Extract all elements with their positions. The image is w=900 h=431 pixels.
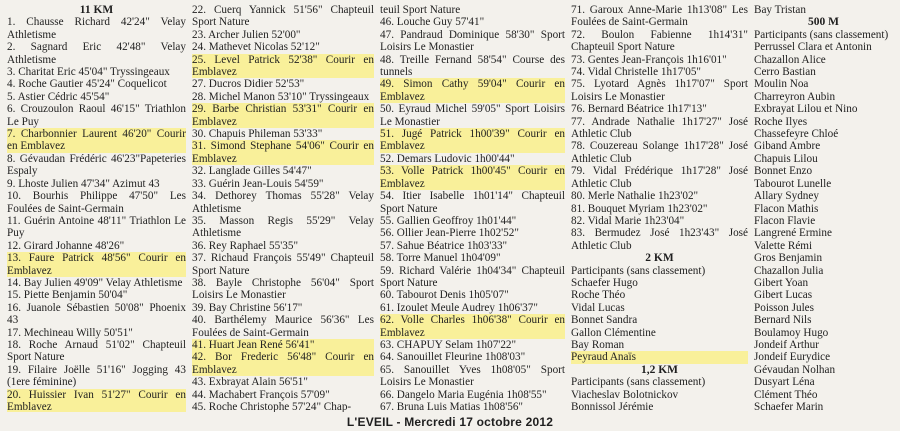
result-entry: teuil Sport Nature (380, 4, 461, 16)
result-entry: 13. Faure Patrick 48'56" Courir en Emblavez (7, 252, 186, 277)
result-entry: 23. Archer Julien 52'00" (192, 28, 301, 41)
result-entry: Langrené Ermine (754, 227, 832, 240)
result-entry: Bonnissol Jérémie (571, 401, 654, 412)
result-entry: 39. Bay Christine 56'17" (192, 301, 303, 314)
result-entry: Participants (sans classement) (571, 264, 706, 277)
result-entry: 65. Sanouillet Yves 1h08'05" Sport Loisirs Le Monastier (380, 363, 565, 389)
result-entry: Schaefer Hugo (571, 276, 638, 289)
result-entry: 11. Guérin Antoine 48'11" Triathlon Le Puy (7, 214, 186, 240)
result-entry: 18. Roche Arnaud 51'02" Chapteuil Sport Nature (7, 338, 186, 364)
result-entry: 29. Barbe Christian 53'31" Courir en Emblavez (192, 103, 374, 128)
result-entry: 45. Roche Christophe 57'24" Chap- (192, 401, 352, 412)
newspaper-footer: L'EVEIL - Mercredi 17 octobre 2012 (346, 415, 554, 429)
result-entry: Chazallon Julia (754, 264, 824, 277)
result-entry: 3. Charitat Eric 45'04" Tryssingeaux (7, 66, 170, 79)
results-column-5 (751, 4, 896, 412)
result-entry: Roche Ilyes (754, 115, 808, 128)
result-entry: Flacon Flavie (754, 214, 816, 227)
result-entry: 83. Bermudez José 1h23'43" José Athletic Club (571, 227, 748, 252)
result-entry: 50. Eyraud Michel 59'05" Sport Loisirs Le Monastier (380, 103, 565, 128)
result-entry: 9. Lhoste Julien 47'34" Azimut 43 (7, 177, 160, 190)
result-entry: 2. Sagnard Eric 42'48" Velay Athletisme (7, 41, 186, 66)
result-entry: Schaefer Marin (754, 401, 824, 412)
result-entry: 78. Couzereau Solange 1h17'28" José Athletic Club (571, 140, 748, 165)
result-entry: 7. Charbonnier Laurent 46'20" Courir en Emblavez (7, 128, 186, 153)
result-entry: Gros Benjamin (754, 252, 823, 265)
result-entry: 81. Bouquet Myriam 1h23'02" (571, 202, 708, 215)
result-entry: 49. Simon Cathy 59'04" Courir en Emblavez (380, 78, 565, 103)
result-entry: Clément Théo (754, 388, 818, 401)
results-column-1 (4, 4, 189, 412)
result-entry: Vidal Lucas (571, 301, 625, 314)
result-entry: 42. Bor Frederic 56'48" Courir en Emblavez (192, 351, 374, 376)
result-entry: 51. Jugé Patrick 1h00'39" Courir en Emblavez (380, 128, 565, 153)
result-entry: 25. Level Patrick 52'38" Courir en Emblavez (192, 53, 374, 79)
result-entry: Moulin Noa (754, 78, 809, 91)
result-entry: 15. Piette Benjamin 50'04" (7, 289, 128, 302)
result-entry: 44. Machabert François 57'09" (192, 388, 330, 401)
result-entry: 52. Demars Ludovic 1h00'44" (380, 152, 515, 165)
results-column-3 (377, 4, 568, 412)
result-entry: Bay Roman (571, 338, 625, 351)
result-entry: 37. Richaud François 55'49" Chapteuil Sport Nature (192, 252, 374, 277)
result-entry: 73. Gentes Jean-François 1h16'01" (571, 53, 727, 66)
result-entry: 32. Langlade Gilles 54'47" (192, 165, 312, 178)
result-entry: 31. Simond Stephane 54'06" Courir en Emblavez (192, 140, 374, 165)
result-entry: 53. Volle Patrick 1h00'45" Courir en Emblavez (380, 165, 565, 190)
result-entry: 19. Filaire Joëlle 51'16" Jogging 43 (1ere féminine) (7, 363, 186, 389)
result-entry: 71. Garoux Anne-Marie 1h13'08" Les Foulées de Saint-Germain (571, 4, 748, 29)
result-entry: Dusyart Léna (754, 376, 815, 389)
result-entry: 28. Michel Manon 53'10" Tryssingeaux (192, 90, 370, 103)
result-entry: Jondeif Arthur (754, 338, 819, 351)
result-entry: Bernard Nils (754, 314, 812, 327)
result-entry: 63. CHAPUY Selam 1h07'22" (380, 338, 517, 351)
result-entry: Bonnet Sandra (571, 314, 638, 327)
result-entry: 54. Itier Isabelle 1h01'14" Chapteuil Sport Nature (380, 190, 565, 215)
result-entry: 80. Merle Nathalie 1h23'02" (571, 190, 699, 203)
result-entry: 59. Richard Valérie 1h04'34" Chapteuil Sport Nature (380, 264, 565, 289)
result-entry: 22. Cuerq Yannick 51'56" Chapteuil Sport Nature (192, 4, 374, 29)
result-entry: 6. Crouzoulon Raoul 46'15" Triathlon Le Puy (7, 103, 186, 128)
result-entry: 61. Izoulet Meule Audrey 1h06'37" (380, 301, 538, 314)
result-entry: 16. Juanole Sébastien 50'08" Phoenix 43 (7, 301, 186, 327)
result-entry: 62. Volle Charles 1h06'38" Courir en Emblavez (380, 314, 565, 339)
result-entry: 24. Mathevet Nicolas 52'12" (192, 41, 320, 54)
result-entry: Chassefeyre Chloé (754, 128, 839, 141)
results-column-4 (568, 4, 751, 412)
result-entry: 8. Gévaudan Frédéric 46'23"Papeteries Espaly (7, 152, 186, 178)
result-entry: Giband Ambre (754, 140, 821, 153)
result-entry: 38. Bayle Christophe 56'04" Sport Loisirs Le Monastier (192, 276, 374, 302)
result-entry: 40. Barthélemy Maurice 56'36" Les Foulées de Saint-Germain (192, 314, 374, 339)
result-entry: Valette Rémi (754, 239, 813, 252)
result-entry: 64. Sanouillet Fleurine 1h08'03" (380, 351, 526, 364)
result-entry: 10. Bourhis Philippe 47'50" Les Foulées de Saint-Germain (7, 190, 186, 215)
result-entry: 17. Mechineau Willy 50'51" (7, 326, 133, 339)
result-entry: 4. Roche Gautier 45'24" Coquelicot (7, 78, 167, 91)
result-entry: 14. Bay Julien 49'09" Velay Athletisme (7, 276, 183, 289)
result-entry: 55. Gallien Geoffroy 1h01'44" (380, 214, 517, 227)
result-entry: Peyraud Anaïs (571, 351, 748, 363)
result-entry: 46. Louche Guy 57'41" (380, 16, 485, 29)
result-entry: Participants (sans classement) (754, 28, 889, 41)
result-entry: 56. Ollier Jean-Pierre 1h02'52" (380, 227, 519, 240)
result-entry: 12. Girard Johanne 48'26" (7, 239, 125, 252)
result-entry: Jondeif Eurydice (754, 351, 831, 364)
result-entry: Poisson Jules (754, 301, 814, 314)
result-entry: Boulamoy Hugo (754, 326, 829, 339)
result-entry: Perrussel Clara et Antonin (754, 41, 872, 54)
result-entry: Chapuis Lilou (754, 152, 818, 165)
result-entry: 66. Dangelo Maria Eugénia 1h08'55" (380, 388, 547, 401)
result-entry: Gallon Clémentine (571, 326, 656, 339)
result-entry: 57. Sahue Béatrice 1h03'33" (380, 239, 508, 252)
result-entry: 20. Huissier Ivan 51'27" Courir en Emblavez (7, 388, 186, 412)
result-entry: 72. Boulon Fabienne 1h14'31" Chapteuil Sport Nature (571, 28, 748, 54)
section-heading: 500 M (808, 16, 839, 29)
result-entry: Bonnet Enzo (754, 165, 813, 178)
result-entry: 74. Vidal Christelle 1h17'05" (571, 66, 701, 79)
result-entry: 41. Huart Jean René 56'41" (192, 339, 374, 351)
result-entry: Tabourot Lunelle (754, 177, 832, 190)
section-heading: 2 KM (645, 252, 674, 265)
result-entry: Roche Théo (571, 289, 626, 302)
results-columns (4, 4, 896, 412)
result-entry: 36. Rey Raphael 55'35" (192, 239, 299, 252)
result-entry: Viacheslav Bolotnickov (571, 388, 679, 401)
result-entry: Chazallon Alice (754, 53, 826, 66)
result-entry: 67. Bruna Luis Matias 1h08'56" (380, 401, 523, 412)
section-heading: 11 KM (79, 4, 114, 16)
section-heading: 1,2 KM (640, 363, 679, 376)
result-entry: Participants (sans classement) (571, 376, 706, 389)
result-entry: Gévaudan Nolhan (754, 363, 836, 376)
result-entry: 33. Guérin Jean-Louis 54'59" (192, 177, 324, 190)
result-entry: Bay Tristan (754, 4, 806, 16)
result-entry: 43. Exbrayat Alain 56'51" (192, 376, 308, 389)
result-entry: 27. Ducros Didier 52'53" (192, 78, 305, 91)
result-entry: 82. Vidal Marie 1h23'04" (571, 214, 685, 227)
result-entry: 34. Dethorey Thomas 55'28" Velay Athletisme (192, 190, 374, 215)
result-entry: 60. Tabourot Denis 1h05'07" (380, 289, 509, 302)
result-entry: 1. Chausse Richard 42'24" Velay Athletisme (7, 16, 186, 41)
result-entry: Allary Sydney (754, 190, 819, 203)
results-column-2 (189, 4, 377, 412)
result-entry: 30. Chapuis Phileman 53'33" (192, 128, 323, 141)
result-entry: 75. Lyotard Agnès 1h17'07" Sport Loisirs Le Monastier (571, 78, 748, 103)
result-entry: 76. Bernard Béatrice 1h17'13" (571, 103, 707, 116)
result-entry: 48. Treille Fernand 58'54" Course des tunnels (380, 53, 565, 79)
result-entry: 77. Andrade Nathalie 1h17'27" José Athletic Club (571, 115, 748, 141)
result-entry: 79. Vidal Frédérique 1h17'28" José Athletic Club (571, 165, 748, 190)
result-entry: Cerro Bastian (754, 66, 816, 79)
result-entry: Flacon Mathis (754, 202, 819, 215)
result-entry: Charreyron Aubin (754, 90, 836, 103)
result-entry: 47. Pandraud Dominique 58'30" Sport Loisirs Le Monastier (380, 28, 565, 54)
result-entry: 58. Torre Manuel 1h04'09" (380, 252, 501, 265)
result-entry: Exbrayat Lilou et Nino (754, 103, 858, 116)
result-entry: Gibert Lucas (754, 289, 813, 302)
result-entry: Gibert Yoan (754, 276, 809, 289)
result-entry: 5. Astier Cédric 45'54" (7, 90, 110, 103)
result-entry: 35. Masson Regis 55'29" Velay Athletisme (192, 214, 374, 240)
